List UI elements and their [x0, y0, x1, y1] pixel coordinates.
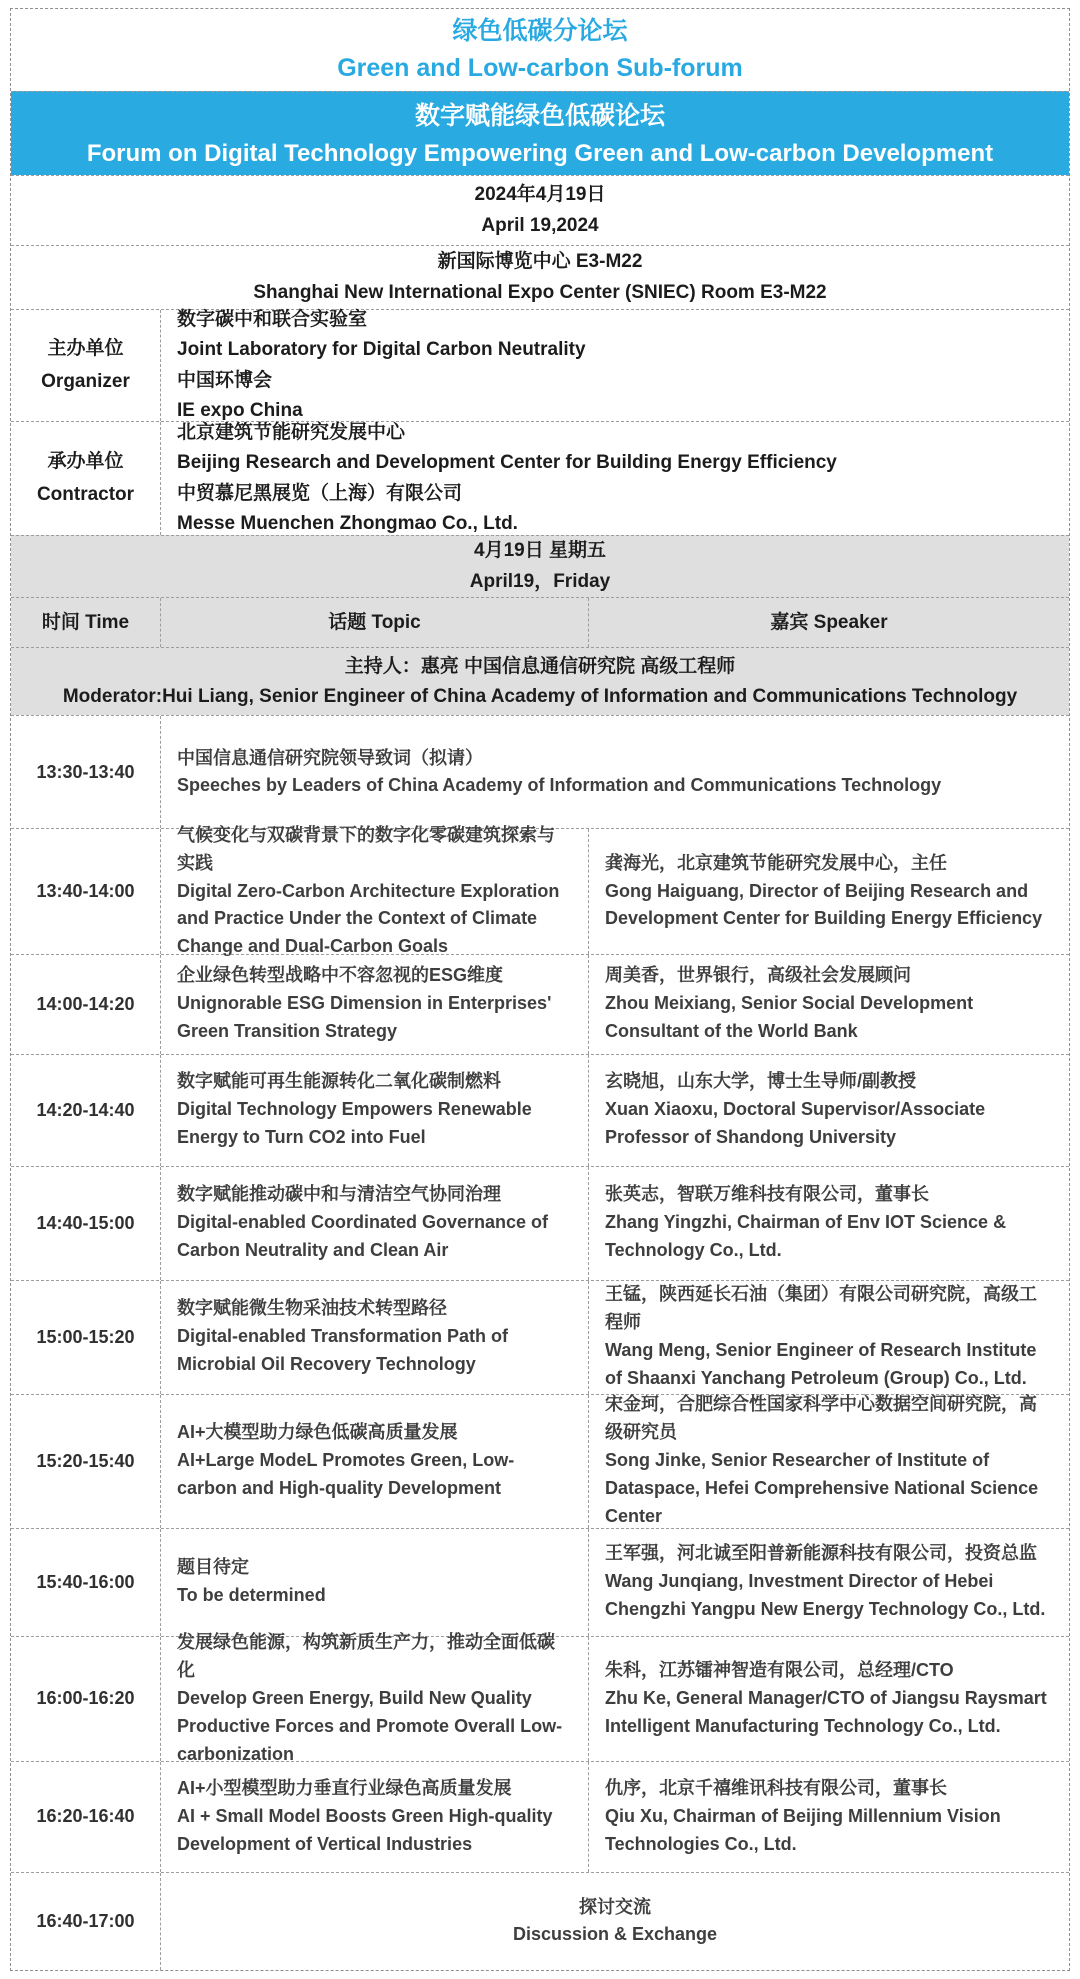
time-text: 13:30-13:40: [36, 761, 135, 782]
topic-en: Digital-enabled Transformation Path of Microbial Oil Recovery Technology: [177, 1326, 509, 1375]
time-cell: [11, 1395, 161, 1528]
venue-row: [11, 245, 1069, 309]
agenda-row: [11, 1632, 1069, 1764]
speaker-cell: [589, 955, 1069, 1054]
topic-cn: 气候变化与双碳背景下的数字化零碳建筑探索与实践: [177, 824, 555, 873]
time-text: 14:00-14:20: [36, 993, 135, 1014]
topic-cn: AI+大模型助力绿色低碳高质量发展: [177, 1422, 458, 1443]
agenda-row: [11, 1054, 1069, 1166]
topic-cn: 数字赋能可再生能源转化二氧化碳制燃料: [177, 1071, 501, 1092]
organizer-line: Joint Laboratory for Digital Carbon Neutrality: [177, 339, 586, 361]
speaker-cell: [589, 1762, 1069, 1872]
organizer-line: IE expo China: [177, 399, 303, 421]
moderator-row: [11, 647, 1069, 715]
time-cell: [11, 1167, 161, 1280]
agenda-table: [10, 8, 1070, 1971]
time-cell: [11, 716, 161, 828]
agenda-row: [11, 715, 1069, 828]
time-cell: [11, 829, 161, 953]
agenda-row: [11, 1166, 1069, 1280]
day-banner-row: [11, 535, 1069, 597]
topic-cn: 数字赋能推动碳中和与清洁空气协同治理: [177, 1184, 501, 1205]
topic-cn: 企业绿色转型战略中不容忽视的ESG维度: [177, 965, 504, 986]
col-header-time: [11, 598, 161, 647]
col-header-topic: [161, 598, 589, 647]
forum-banner-cell: [11, 92, 1069, 175]
organizer-role-cn: 主办单位: [47, 338, 124, 360]
agenda-row: [11, 1280, 1069, 1394]
day-cn: 4月19日 星期五: [474, 540, 606, 562]
organizer-row: [11, 309, 1069, 421]
contractor-content-cell: [161, 422, 1069, 535]
agenda-row: [11, 1528, 1069, 1636]
organizer-content-cell: [161, 310, 1069, 421]
contractor-role-cell: [11, 422, 161, 535]
topic-en: Digital Zero-Carbon Architecture Exploration and Practice Under the Context of Climate Change and Dual-Carbon Goals: [177, 880, 560, 957]
speaker-cn: 张英志，智联万维科技有限公司，董事长: [605, 1184, 929, 1205]
organizer-line: 中国环博会: [177, 369, 273, 391]
topic-en: AI+Large ModeL Promotes Green, Low-carbon and High-quality Development: [177, 1450, 515, 1499]
speaker-en: Wang Meng, Senior Engineer of Research Institute of Shaanxi Yanchang Petroleum (Group) Co., Ltd.: [605, 1340, 1037, 1389]
col-header-topic-label: 话题 Topic: [328, 611, 421, 633]
speaker-en: Zhou Meixiang, Senior Social Development Consultant of the World Bank: [605, 993, 974, 1042]
forum-title-cn: 数字赋能绿色低碳论坛: [414, 101, 665, 130]
column-header-row: [11, 597, 1069, 647]
time-text: 15:00-15:20: [36, 1326, 135, 1347]
subforum-title-en: Green and Low-carbon Sub-forum: [337, 54, 743, 82]
contractor-role-en: Contractor: [36, 483, 135, 505]
contractor-line: 北京建筑节能研究发展中心: [177, 421, 406, 443]
moderator-cn: 主持人：惠亮 中国信息通信研究院 高级工程师: [344, 655, 736, 677]
time-cell: [11, 1762, 161, 1872]
speaker-cn: 王军强，河北诚至阳普新能源科技有限公司，投资总监: [605, 1543, 1037, 1564]
agenda-row: [11, 1761, 1069, 1872]
speaker-en: Xuan Xiaoxu, Doctoral Supervisor/Associate Professor of Shandong University: [605, 1099, 986, 1148]
speaker-cn: 玄晓旭，山东大学，博士生导师/副教授: [605, 1071, 916, 1092]
organizer-line: 数字碳中和联合实验室: [177, 308, 368, 330]
speaker-cell: [589, 1395, 1069, 1528]
day-banner-cell: [11, 536, 1069, 597]
topic-cell: [161, 824, 589, 957]
time-text: 16:20-16:40: [36, 1806, 135, 1827]
agenda-row: [11, 954, 1069, 1054]
speaker-cell: [589, 1167, 1069, 1280]
topic-en: Digital-enabled Coordinated Governance of Carbon Neutrality and Clean Air: [177, 1212, 549, 1261]
time-text: 13:40-14:00: [36, 881, 135, 902]
forum-title-en: Forum on Digital Technology Empowering Green and Low-carbon Development: [86, 139, 994, 167]
topic-cell: [161, 1762, 589, 1872]
time-text: 16:00-16:20: [36, 1688, 135, 1709]
time-text: 14:40-15:00: [36, 1212, 135, 1233]
contractor-line: Messe Muenchen Zhongmao Co., Ltd.: [177, 512, 518, 534]
topic-en: Digital Technology Empowers Renewable Energy to Turn CO2 into Fuel: [177, 1099, 532, 1148]
topic-cell: [161, 1167, 589, 1280]
contractor-line: Beijing Research and Development Center for Building Energy Efficiency: [177, 452, 837, 474]
topic-cn: 数字赋能微生物采油技术转型路径: [177, 1298, 447, 1319]
speaker-cell: [589, 829, 1069, 953]
speaker-cell: [589, 1055, 1069, 1166]
subforum-title-row: [11, 9, 1069, 91]
speaker-cell: [589, 1529, 1069, 1636]
date-row: [11, 175, 1069, 245]
time-cell: [11, 1055, 161, 1166]
topic-cell: [161, 1281, 589, 1394]
speaker-cn: 周美香，世界银行，高级社会发展顾问: [605, 965, 911, 986]
speaker-en: Zhang Yingzhi, Chairman of Env IOT Science & Technology Co., Ltd.: [605, 1212, 1007, 1261]
time-cell: [11, 1873, 161, 1970]
moderator-en: Moderator:Hui Liang, Senior Engineer of China Academy of Information and Communications Technology: [62, 685, 1018, 707]
topic-cell: [161, 1395, 589, 1528]
topic-cell: [161, 1873, 1069, 1970]
time-cell: [11, 1281, 161, 1394]
time-cell: [11, 1637, 161, 1761]
organizer-role-en: Organizer: [41, 370, 130, 392]
venue-en: Shanghai New International Expo Center (SNIEC) Room E3-M22: [253, 281, 827, 303]
organizer-role-cell: [11, 310, 161, 421]
date-en: April 19,2024: [481, 214, 599, 236]
time-text: 14:20-14:40: [36, 1099, 135, 1120]
forum-banner-row: [11, 91, 1069, 175]
speaker-en: Song Jinke, Senior Researcher of Institute of Dataspace, Hefei Comprehensive National Science Center: [605, 1450, 1039, 1527]
topic-cn: 题目待定: [177, 1557, 249, 1578]
speaker-en: Wang Junqiang, Investment Director of Hebei Chengzhi Yangpu New Energy Technology Co., Ltd.: [605, 1571, 1046, 1620]
date-cell: [11, 176, 1069, 245]
time-text: 15:40-16:00: [36, 1571, 135, 1592]
contractor-row: [11, 421, 1069, 535]
col-header-speaker-label: 嘉宾 Speaker: [770, 611, 888, 633]
day-en: April19，Friday: [469, 570, 611, 592]
topic-cn: 中国信息通信研究院领导致词（拟请）: [177, 747, 483, 768]
speaker-en: Qiu Xu, Chairman of Beijing Millennium Vision Technologies Co., Ltd.: [605, 1806, 1001, 1854]
topic-cn: 探讨交流: [579, 1896, 651, 1917]
date-cn: 2024年4月19日: [474, 184, 606, 206]
venue-cell: [11, 246, 1069, 309]
speaker-cn: 龚海光，北京建筑节能研究发展中心，主任: [605, 852, 947, 873]
topic-en: Unignorable ESG Dimension in Enterprises' Green Transition Strategy: [177, 993, 552, 1042]
topic-cn: AI+小型模型助力垂直行业绿色高质量发展: [177, 1778, 512, 1799]
speaker-en: Zhu Ke, General Manager/CTO of Jiangsu Raysmart Intelligent Manufacturing Technology Co., Ltd.: [605, 1687, 1047, 1736]
moderator-cell: [11, 648, 1069, 715]
time-text: 15:20-15:40: [36, 1450, 135, 1471]
speaker-cn: 朱科，江苏镭神智造有限公司，总经理/CTO: [605, 1660, 954, 1680]
contractor-line: 中贸慕尼黑展览（上海）有限公司: [177, 482, 463, 504]
topic-en: To be determined: [177, 1585, 326, 1606]
topic-en: Speeches by Leaders of China Academy of Information and Communications Technology: [177, 775, 942, 796]
time-text: 16:40-17:00: [36, 1910, 135, 1931]
subforum-title-cn: 绿色低碳分论坛: [452, 16, 628, 45]
topic-en: Develop Green Energy, Build New Quality Productive Forces and Promote Overall Low-carbonization: [177, 1687, 563, 1764]
topic-cell: [161, 1055, 589, 1166]
speaker-cell: [589, 1637, 1069, 1761]
agenda-row: [11, 1872, 1069, 1970]
speaker-cn: 宋金珂，合肥综合性国家科学中心数据空间研究院，高级研究员: [605, 1394, 1037, 1443]
venue-cn: 新国际博览中心 E3-M22: [437, 251, 643, 273]
agenda-row: [11, 1394, 1069, 1528]
topic-cell: [161, 955, 589, 1054]
col-header-speaker: [589, 598, 1069, 647]
topic-en: AI + Small Model Boosts Green High-quality Development of Vertical Industries: [177, 1806, 553, 1854]
time-cell: [11, 1529, 161, 1636]
topic-cell: [161, 716, 1069, 828]
topic-cell: [161, 1529, 589, 1636]
topic-cn: 发展绿色能源，构筑新质生产力，推动全面低碳化: [177, 1632, 555, 1680]
topic-cell: [161, 1632, 589, 1764]
contractor-role-cn: 承办单位: [47, 451, 124, 473]
speaker-en: Gong Haiguang, Director of Beijing Research and Development Center for Building Energy Efficiency: [605, 880, 1043, 929]
time-cell: [11, 955, 161, 1054]
speaker-cell: [589, 1281, 1069, 1394]
speaker-cn: 王锰，陕西延长石油（集团）有限公司研究院，高级工程师: [605, 1284, 1037, 1333]
col-header-time-label: 时间 Time: [41, 611, 130, 633]
agenda-row: [11, 824, 1069, 957]
speaker-cn: 仇序，北京千禧维讯科技有限公司，董事长: [605, 1778, 947, 1799]
topic-en: Discussion & Exchange: [512, 1924, 718, 1945]
subforum-title-cell: [11, 9, 1069, 91]
